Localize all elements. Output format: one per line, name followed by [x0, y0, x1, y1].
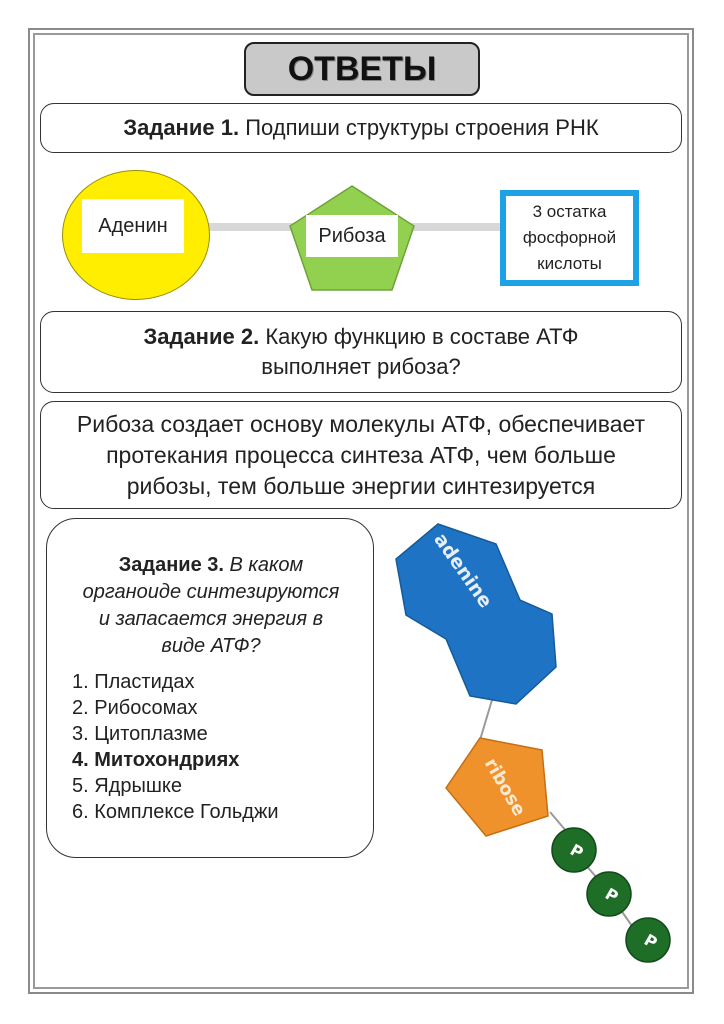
task3-question [70, 552, 352, 660]
task2-line2: выполняет рибоза? [261, 354, 461, 379]
task3-options [72, 669, 279, 825]
phosphate-line1: 3 остатка [532, 202, 607, 221]
phosphate-line2: фосфорной [522, 228, 617, 247]
task3-q3: и запасается энергия в [98, 608, 324, 630]
task1-box [40, 103, 682, 153]
task2-line1: Какую функцию в составе АТФ [259, 324, 579, 349]
task3-q4: виде АТФ? [161, 635, 261, 657]
atp-adenine-label: adenine [429, 529, 497, 612]
answer-line3: рибозы, тем больше энергии синтезируется [126, 472, 596, 499]
option-item: 2. Рибосомах [72, 697, 198, 719]
task3-q1: В каком [223, 554, 304, 576]
option-item: 1. Пластидах [72, 671, 195, 693]
answer-line1: Рибоза создает основу молекулы АТФ, обеспечивает [76, 410, 646, 437]
task2-label: Задание 2. [143, 324, 260, 349]
task1-text: Подпиши структуры строения РНК [239, 115, 599, 140]
option-item-correct: 4. Митохондриях [72, 749, 240, 771]
phosphate-label-3: P [640, 930, 661, 953]
option-item: 3. Цитоплазме [72, 723, 208, 745]
adenine-ribose-link [480, 700, 492, 740]
task2-box [40, 311, 682, 393]
option-item: 6. Комплексе Гольджи [72, 801, 279, 823]
ribose-label: Рибоза [306, 215, 398, 257]
adenine-hexagons [396, 524, 556, 704]
task2-answer-box [40, 401, 682, 509]
phosphate-label-2: P [601, 884, 622, 907]
phosphate-box [500, 190, 639, 286]
page-title: ОТВЕТЫ [244, 42, 480, 96]
answer-line2: протекания процесса синтеза АТФ, чем больше [106, 441, 616, 468]
atp-molecule-figure [380, 512, 700, 982]
task3-label: Задание 3. [118, 554, 224, 576]
atp-ribose-label: ribose [479, 754, 530, 820]
task3-q2: органоиде синтезируются [82, 581, 340, 603]
adenine-label: Аденин [82, 199, 184, 253]
phosphate-line3: кислоты [537, 254, 602, 273]
phosphate-label-1: P [566, 840, 587, 863]
option-item: 5. Ядрышке [72, 775, 182, 797]
task1-label: Задание 1. [123, 115, 240, 140]
